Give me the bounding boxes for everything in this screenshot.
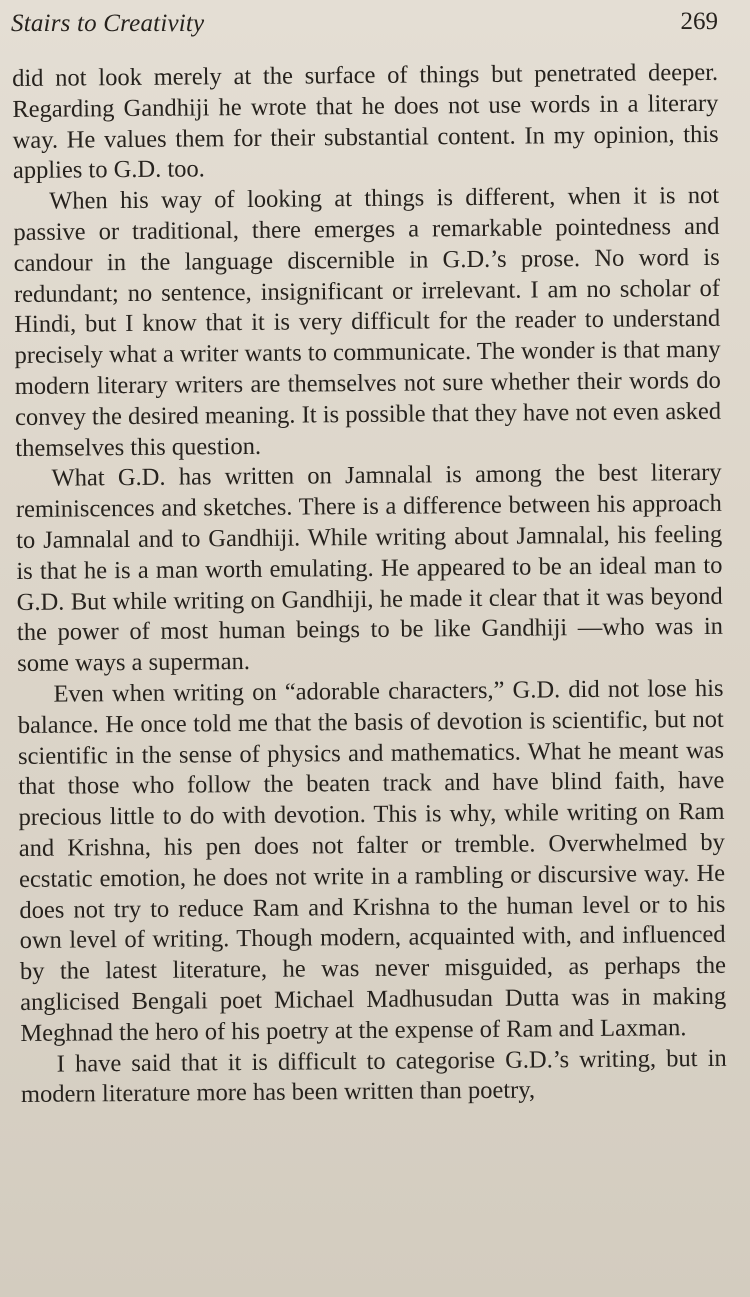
paragraph-3: What G.D. has written on Jamnalal is among the best literary reminiscences and sketches. There is a difference between his approach to Jamnalal and to Gandhiji. While writing about Jamnalal, his feeling is that he is a man worth emulating. He appeared to be an ideal man to G.D. But while writing on Gandhiji, he made it clear that it was beyond the power of most human beings to be like Gandhiji —who was in some ways a superman. xyxy=(15,459,724,678)
body-text xyxy=(12,58,727,1111)
paragraph-2: When his way of looking at things is different, when it is not passive or traditional, there emerges a remarkable pointedness and candour in the language discernible in G.D.’s prose. No word is redundant; no sentence, insignificant or irrelevant. I am no scholar of Hindi, but I know that it is very difficult for the reader to understand precisely what a writer wants to communicate. The wonder is that many modern literary writers are themselves not sure whether their words do convey the desired meaning. It is possible that they have not even asked themselves this question. xyxy=(13,182,722,462)
paragraph-1: did not look merely at the surface of things but penetrated deeper. Regarding Gandhiji he wrote that he does not use words in a literary way. He values them for their substantial content. In my opinion, this applies to G.D. too. xyxy=(12,58,719,185)
paragraph-4: Even when writing on “adorable characters,” G.D. did not lose his balance. He once told me that the basis of devotion is scientific, but not scientific in the sense of physics and mathematics. What he meant was that those who follow the beaten track and have blind faith, have precious little to do with devotion. This is why, while writing on Ram and Krishna, his pen does not falter or tremble. Overwhelmed by ecstatic emotion, he does not write in a rambling or discursive way. He does not try to reduce Ram and Krishna to the human level or to his own level of writing. Though modern, acquainted with, and influenced by the latest literature, he was never misguided, as perhaps the anglicised Bengali poet Michael Madhusudan Dutta was in making Meghnad the hero of his poetry at the expense of Ram and Laxman. xyxy=(17,674,727,1047)
page-number: 269 xyxy=(680,8,718,35)
paragraph-5: I have said that it is difficult to categorise G.D.’s writing, but in modern literature more has been written than poetry, xyxy=(20,1044,727,1109)
running-head-title: Stairs to Creativity xyxy=(11,10,205,37)
